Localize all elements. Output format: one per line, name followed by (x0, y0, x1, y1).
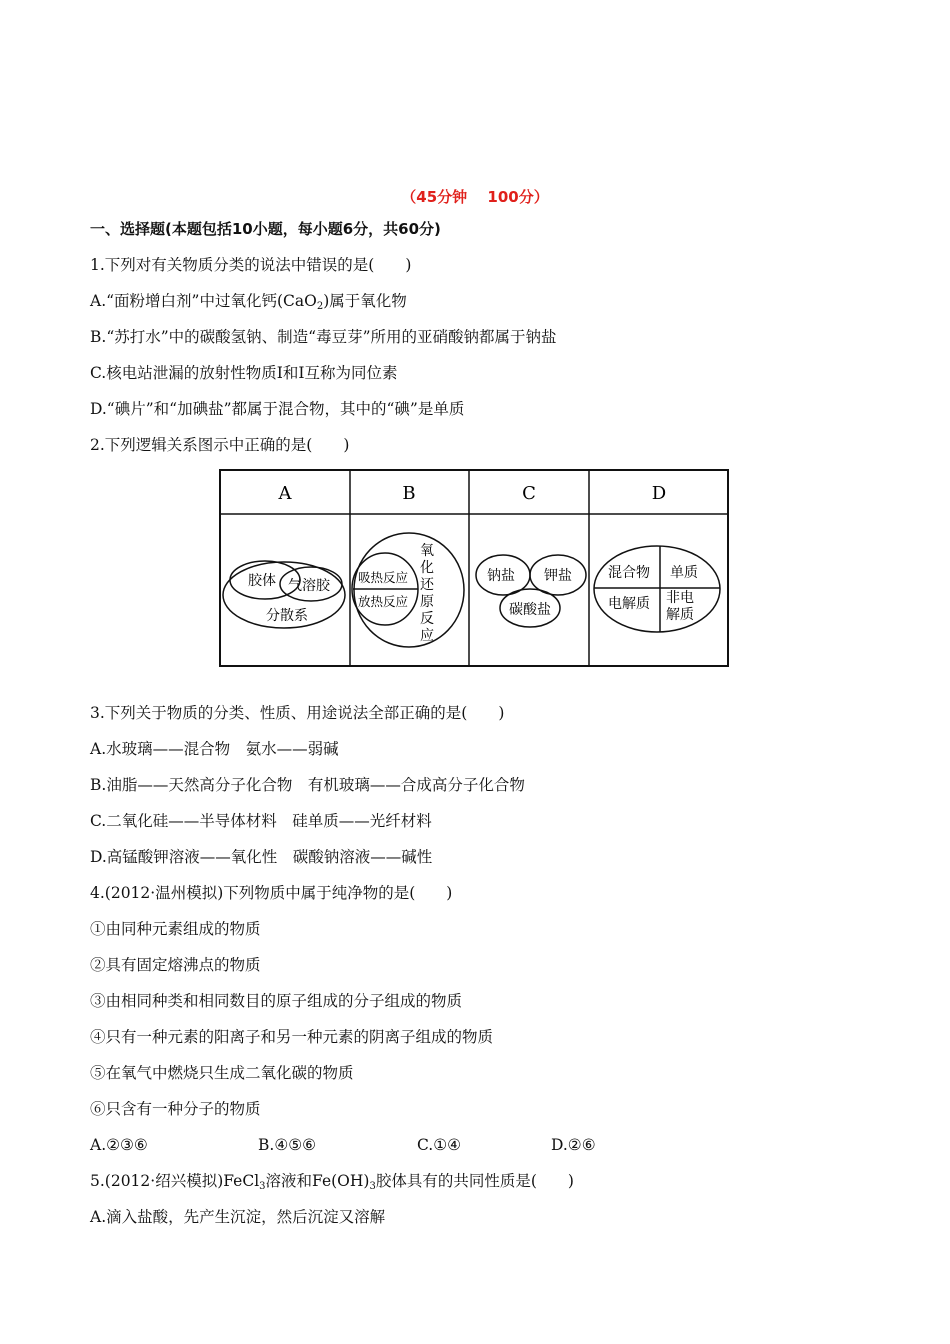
table-header-d: D (651, 483, 667, 504)
question-4-item-6: ⑥只含有一种分子的物质 (90, 1100, 261, 1118)
diagram-b-redox-char-2: 化 (420, 560, 434, 576)
question-3-stem: 3.下列关于物质的分类、性质、用途说法全部正确的是( ) (90, 704, 505, 722)
question-5-stem (90, 1171, 574, 1197)
diagram-c-carbonate-label: 碳酸盐 (509, 602, 551, 618)
question-5-option-a: A.滴入盐酸，先产生沉淀，然后沉淀又溶解 (90, 1208, 386, 1226)
table-header-c: C (522, 483, 536, 504)
question-1-stem: 1.下列对有关物质分类的说法中错误的是( ) (90, 256, 412, 274)
diagram-b-exothermic-label: 放热反应 (358, 594, 409, 609)
q5-stem-end: 胶体具有的共同性质是( ) (375, 1172, 574, 1190)
diagram-c-potassium-label: 钾盐 (544, 568, 572, 584)
logic-diagram-svg (219, 469, 729, 667)
question-4-item-3: ③由相同种类和相同数目的原子组成的分子组成的物质 (90, 992, 463, 1010)
diagram-d-mixture-label: 混合物 (608, 565, 650, 581)
question-4-item-2: ②具有固定熔沸点的物质 (90, 956, 261, 974)
diagram-a-aerosol-label: 气溶胶 (288, 578, 330, 594)
diagram-c-sodium-label: 钠盐 (487, 568, 515, 584)
section-heading: 一、选择题(本题包括10小题，每小题6分，共60分) (90, 220, 441, 238)
question-4-option-b: B.④⑤⑥ (258, 1136, 317, 1154)
question-4-item-1: ①由同种元素组成的物质 (90, 920, 261, 938)
question-4-option-a: A.②③⑥ (90, 1136, 148, 1154)
q5-stem-mid: 溶液和Fe(OH) (265, 1172, 370, 1190)
question-3-option-c: C.二氧化硅——半导体材料 硅单质——光纤材料 (90, 812, 432, 830)
table-header-b: B (402, 483, 416, 504)
q1-a-text-end: )属于氧化物 (323, 292, 407, 310)
question-3-option-d: D.高锰酸钾溶液——氧化性 碳酸钠溶液——碱性 (90, 848, 433, 866)
diagram-a-dispersion-label: 分散系 (266, 608, 308, 624)
diagram-b-redox-char-4: 原 (420, 594, 434, 610)
q5-stem-text: 5.(2012·绍兴模拟)FeCl (90, 1172, 260, 1190)
q5-subscript-2: 3 (369, 1181, 376, 1192)
question-2-stem: 2.下列逻辑关系图示中正确的是( ) (90, 436, 350, 454)
diagram-d-electrolyte-label: 电解质 (608, 596, 650, 612)
diagram-a-colloid-label: 胶体 (248, 573, 276, 589)
diagram-b-redox-char-1: 氧 (420, 543, 434, 559)
question-4-stem: 4.(2012·温州模拟)下列物质中属于纯净物的是( ) (90, 884, 453, 902)
question-4-option-c: C.①④ (417, 1136, 462, 1154)
logic-diagram-table (219, 469, 729, 667)
diagram-d-ellipse (594, 546, 720, 632)
question-1-option-c: C.核电站泄漏的放射性物质I和I互称为同位素 (90, 364, 398, 382)
question-1-option-d: D.“碘片”和“加碘盐”都属于混合物，其中的“碘”是单质 (90, 400, 465, 418)
question-1-option-b: B.“苏打水”中的碳酸氢钠、制造“毒豆芽”所用的亚硝酸钠都属于钠盐 (90, 328, 557, 346)
question-3-option-a: A.水玻璃——混合物 氨水——弱碱 (90, 740, 339, 758)
diagram-b-outer-ellipse (354, 533, 464, 647)
question-1-option-a (90, 291, 407, 317)
q5-subscript-1: 3 (259, 1181, 266, 1192)
diagram-b-redox-char-5: 反 (420, 611, 434, 627)
diagram-d-element-label: 单质 (670, 565, 698, 581)
question-4-option-d: D.②⑥ (551, 1136, 596, 1154)
question-3-option-b: B.油脂——天然高分子化合物 有机玻璃——合成高分子化合物 (90, 776, 525, 794)
diagram-d-nonelectrolyte-label-1: 非电 (666, 590, 694, 606)
question-4-item-5: ⑤在氧气中燃烧只生成二氧化碳的物质 (90, 1064, 354, 1082)
time-score-header: （45分钟 100分） (401, 188, 549, 206)
q1-a-text: A.“面粉增白剂”中过氧化钙(CaO (90, 292, 317, 310)
table-header-a: A (278, 483, 292, 504)
diagram-b-endothermic-label: 吸热反应 (358, 570, 409, 585)
question-4-item-4: ④只有一种元素的阳离子和另一种元素的阴离子组成的物质 (90, 1028, 494, 1046)
diagram-d-nonelectrolyte-label-2: 解质 (666, 607, 694, 623)
diagram-b-redox-char-6: 应 (420, 628, 434, 644)
diagram-b-redox-char-3: 还 (420, 577, 434, 593)
q1-a-subscript: 2 (316, 301, 324, 312)
